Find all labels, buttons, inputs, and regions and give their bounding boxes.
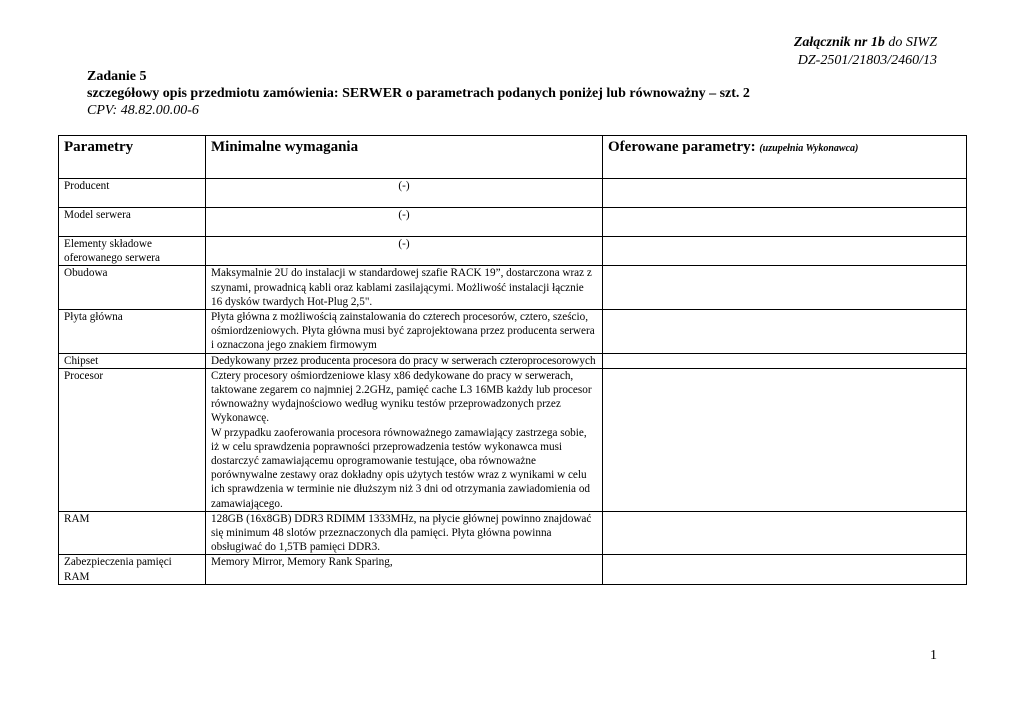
param-cell: Zabezpieczenia pamięci RAM xyxy=(59,555,206,584)
page-number: 1 xyxy=(930,648,937,663)
requirement-cell: Płyta główna z możliwością zainstalowania do czterech procesorów, cztero, sześcio, ośmiordzeniowych. Płyta główna musi być zaprojektowana przez producenta serwera i oznaczona jego znakiem firmowym xyxy=(206,310,603,354)
param-cell: Płyta główna xyxy=(59,310,206,354)
offer-cell[interactable] xyxy=(603,368,967,511)
task-title: Zadanie 5 xyxy=(87,69,147,84)
param-cell: Chipset xyxy=(59,353,206,368)
offer-cell[interactable] xyxy=(603,179,967,208)
offer-cell[interactable] xyxy=(603,266,967,310)
table-row xyxy=(59,208,967,237)
requirement-cell: 128GB (16x8GB) DDR3 RDIMM 1333MHz, na płycie głównej powinno znajdować się minimum 48 slotów przeznaczonych dla pamięci. Płyta główna powinna obsługiwać do 1,5TB pamięci DDR3. xyxy=(206,511,603,555)
param-cell: Model serwera xyxy=(59,208,206,237)
param-cell: Producent xyxy=(59,179,206,208)
requirement-cell: (-) xyxy=(206,179,603,208)
reference-number: DZ-2501/21803/2460/13 xyxy=(797,53,937,68)
offer-cell[interactable] xyxy=(603,208,967,237)
param-cell: Elementy składowe oferowanego serwera xyxy=(59,237,206,266)
offer-cell[interactable] xyxy=(603,310,967,354)
header-offered-parameters: Oferowane parametry: (uzupełnia Wykonawca) xyxy=(603,136,967,179)
annex-label: Załącznik nr 1b do SIWZ xyxy=(793,35,937,50)
param-cell: Procesor xyxy=(59,368,206,511)
table-row xyxy=(59,511,967,555)
table-row xyxy=(59,266,967,310)
requirement-cell: (-) xyxy=(206,237,603,266)
table-row xyxy=(59,353,967,368)
offer-cell[interactable] xyxy=(603,511,967,555)
offer-cell[interactable] xyxy=(603,353,967,368)
param-cell: RAM xyxy=(59,511,206,555)
specification-table xyxy=(58,135,967,585)
task-description: szczegółowy opis przedmiotu zamówienia: SERWER o parametrach podanych poniżej lub równoważny – szt. 2 xyxy=(87,86,750,101)
requirement-cell: Maksymalnie 2U do instalacji w standardowej szafie RACK 19”, dostarczona wraz z szynami, prowadnicą kabli oraz kablami zasilającymi. Możliwość instalacji łącznie 16 dysków twardych Hot-Plug 2,5". xyxy=(206,266,603,310)
offer-cell[interactable] xyxy=(603,237,967,266)
table-row xyxy=(59,368,967,511)
table-row xyxy=(59,179,967,208)
requirement-cell: Dedykowany przez producenta procesora do pracy w serwerach czteroprocesorowych xyxy=(206,353,603,368)
requirement-paragraph: Cztery procesory ośmiordzeniowe klasy x86 dedykowane do pracy w serwerach, taktowane zegarem co najmniej 2.2GHz, pamięć cache L3 16MB każdy lub procesor równoważny wydajnościowo według wyniku testów przeprowadzonych przez Wykonawcę. xyxy=(211,369,592,425)
document-header xyxy=(794,34,937,70)
requirement-cell: (-) xyxy=(206,208,603,237)
cpv-code: CPV: 48.82.00.00-6 xyxy=(87,103,199,118)
requirement-cell xyxy=(206,368,603,511)
header-minimum-requirements: Minimalne wymagania xyxy=(206,136,603,179)
table-row xyxy=(59,237,967,266)
requirement-paragraph: W przypadku zaoferowania procesora równoważnego zamawiający zastrzega sobie, iż w celu sprawdzenia poprawności przeprowadzenia testów wykonawca musi dostarczyć zamawiającemu oprogramowanie testujące, oba równoważne porównywalne zestawy oraz dokładny opis użytych testów wraz z wynikami w celu ich sprawdzenia w terminie nie dłuższym niż 3 dni od otrzymania zawiadomienia od zamawiającego. xyxy=(211,426,591,510)
table-header-row xyxy=(59,136,967,179)
offer-cell[interactable] xyxy=(603,555,967,584)
table-row xyxy=(59,555,967,584)
header-parameters: Parametry xyxy=(59,136,206,179)
intro-block xyxy=(87,68,750,119)
table-row xyxy=(59,310,967,354)
param-cell: Obudowa xyxy=(59,266,206,310)
requirement-cell: Memory Mirror, Memory Rank Sparing, xyxy=(206,555,603,584)
